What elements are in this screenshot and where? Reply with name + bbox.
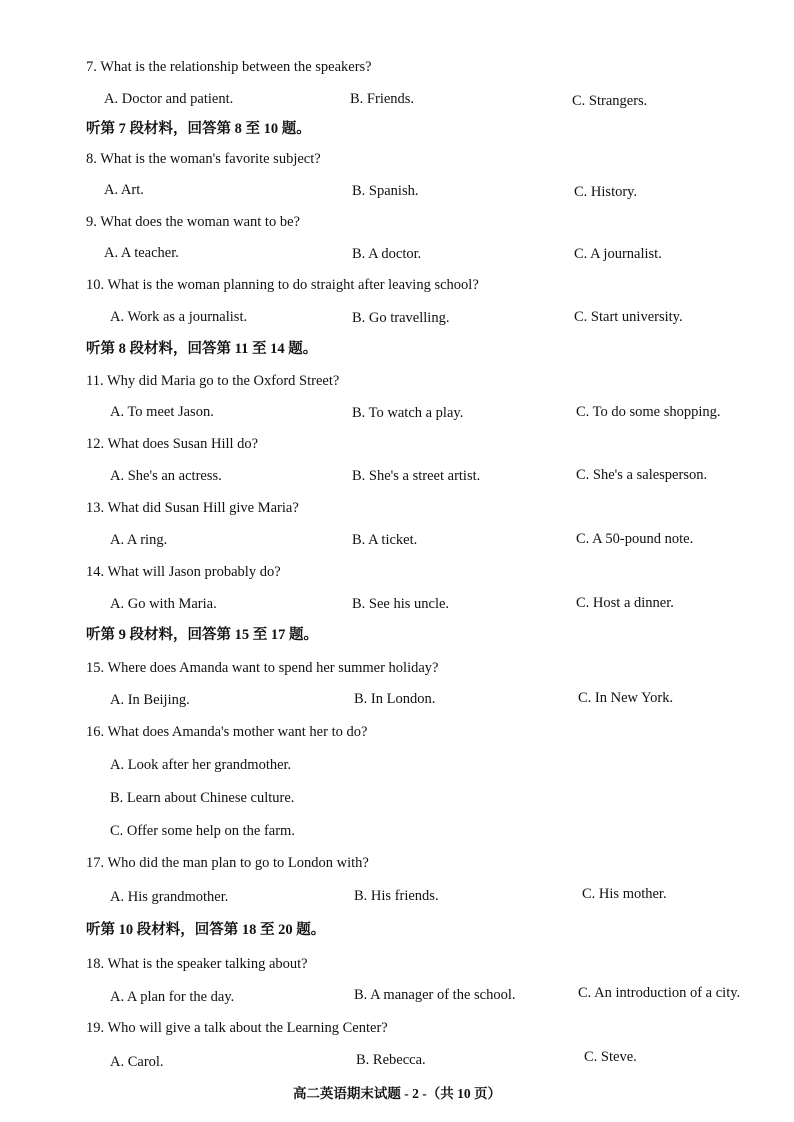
q16-option-b: B. Learn about Chinese culture. <box>110 790 295 806</box>
q12-option-c: C. She's a salesperson. <box>576 467 708 483</box>
question-15: 15. Where does Amanda want to spend her summer holiday? <box>86 660 439 676</box>
q18-option-c: C. An introduction of a city. <box>578 985 741 1001</box>
q11-option-b: B. To watch a play. <box>352 405 464 421</box>
q18-option-b: B. A manager of the school. <box>354 987 516 1003</box>
q10-option-b: B. Go travelling. <box>352 310 450 326</box>
q9-option-b: B. A doctor. <box>352 246 422 262</box>
q10-option-a: A. Work as a journalist. <box>110 309 248 325</box>
q7-option-a: A. Doctor and patient. <box>104 91 234 107</box>
q10-option-c: C. Start university. <box>574 309 683 325</box>
question-18: 18. What is the speaker talking about? <box>86 956 308 972</box>
q7-option-b: B. Friends. <box>350 91 415 107</box>
q11-option-a: A. To meet Jason. <box>110 404 214 420</box>
q15-option-b: B. In London. <box>354 691 436 707</box>
q19-option-b: B. Rebecca. <box>356 1052 426 1068</box>
section-heading-8: 听第 8 段材料，回答第 11 至 14 题。 <box>86 341 318 357</box>
q13-option-b: B. A ticket. <box>352 532 418 548</box>
q14-option-c: C. Host a dinner. <box>576 595 674 611</box>
q15-option-a: A. In Beijing. <box>110 692 190 708</box>
question-17: 17. Who did the man plan to go to London with? <box>86 855 369 871</box>
q16-option-c: C. Offer some help on the farm. <box>110 823 295 839</box>
q9-option-a: A. A teacher. <box>104 245 179 261</box>
q7-option-c: C. Strangers. <box>572 93 648 109</box>
q14-option-b: B. See his uncle. <box>352 596 450 612</box>
section-heading-10: 听第 10 段材料，回答第 18 至 20 题。 <box>86 922 326 938</box>
q8-option-c: C. History. <box>574 184 638 200</box>
q15-option-c: C. In New York. <box>578 690 674 706</box>
page-footer: 高二英语期末试题 - 2 -（共 10 页） <box>292 1086 502 1101</box>
q19-option-c: C. Steve. <box>584 1049 637 1065</box>
question-7: 7. What is the relationship between the speakers? <box>86 59 372 75</box>
question-10: 10. What is the woman planning to do straight after leaving school? <box>86 277 479 293</box>
q17-option-b: B. His friends. <box>354 888 439 904</box>
q17-option-c: C. His mother. <box>582 886 667 902</box>
question-16: 16. What does Amanda's mother want her to do? <box>86 724 368 740</box>
q19-option-a: A. Carol. <box>110 1054 164 1070</box>
q13-option-a: A. A ring. <box>110 532 168 548</box>
q12-option-b: B. She's a street artist. <box>352 468 481 484</box>
question-11: 11. Why did Maria go to the Oxford Street? <box>86 373 340 389</box>
q8-option-a: A. Art. <box>104 182 144 198</box>
question-19: 19. Who will give a talk about the Learning Center? <box>86 1020 388 1036</box>
question-13: 13. What did Susan Hill give Maria? <box>86 500 299 516</box>
question-12: 12. What does Susan Hill do? <box>86 436 259 452</box>
section-heading-9: 听第 9 段材料，回答第 15 至 17 题。 <box>86 627 318 643</box>
section-heading-7: 听第 7 段材料，回答第 8 至 10 题。 <box>86 121 311 137</box>
question-9: 9. What does the woman want to be? <box>86 214 300 230</box>
q8-option-b: B. Spanish. <box>352 183 419 199</box>
q18-option-a: A. A plan for the day. <box>110 989 235 1005</box>
question-8: 8. What is the woman's favorite subject? <box>86 151 321 167</box>
question-14: 14. What will Jason probably do? <box>86 564 281 580</box>
q11-option-c: C. To do some shopping. <box>576 404 721 420</box>
q13-option-c: C. A 50-pound note. <box>576 531 694 547</box>
q16-option-a: A. Look after her grandmother. <box>110 757 292 773</box>
q17-option-a: A. His grandmother. <box>110 889 229 905</box>
q9-option-c: C. A journalist. <box>574 246 662 262</box>
q14-option-a: A. Go with Maria. <box>110 596 217 612</box>
q12-option-a: A. She's an actress. <box>110 468 222 484</box>
